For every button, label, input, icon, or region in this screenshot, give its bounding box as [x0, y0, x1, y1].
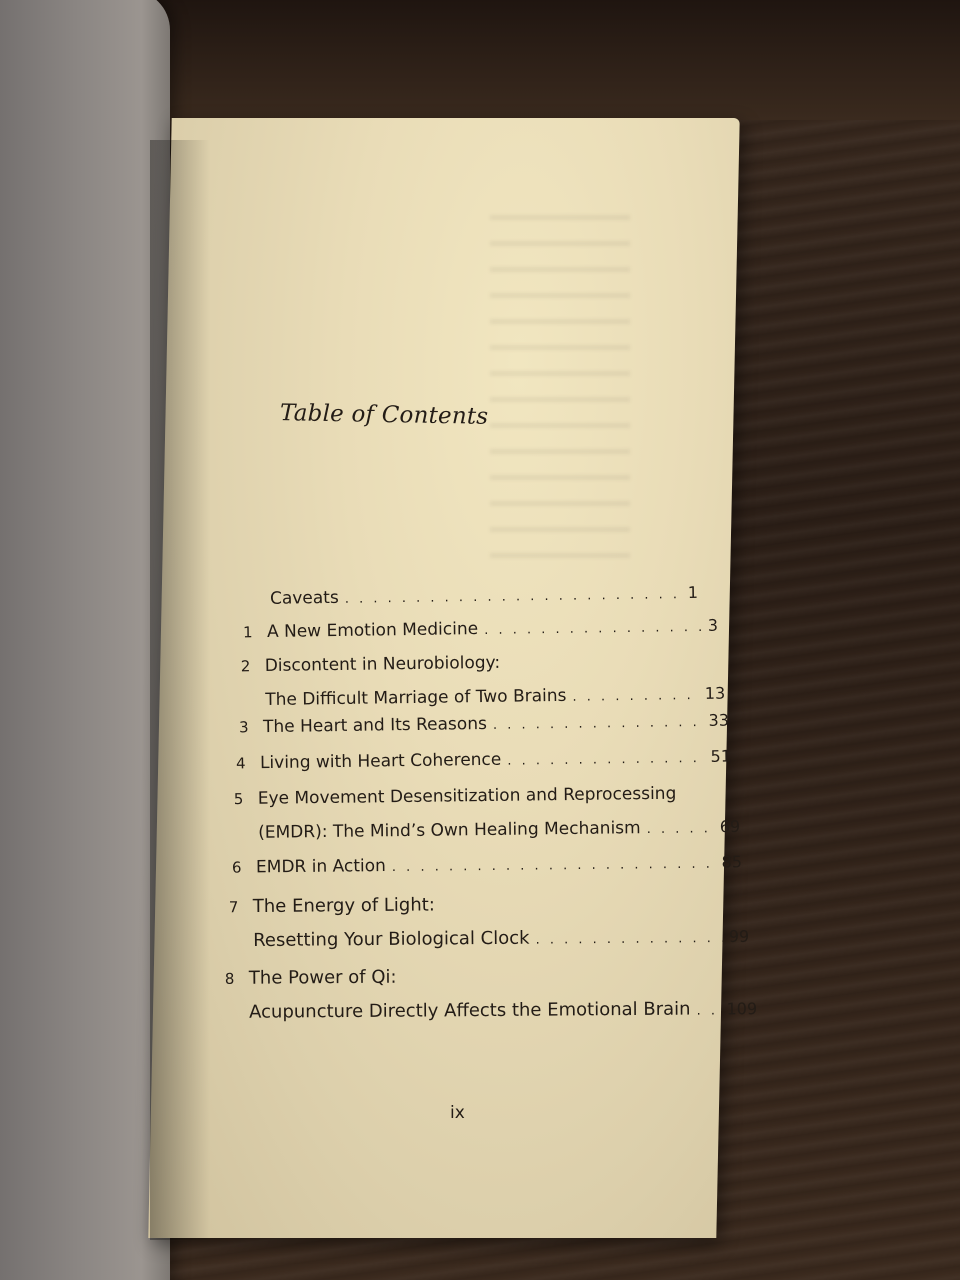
entry-title-line-2: (EMDR): The Mind’s Own Healing Mechanism — [258, 818, 641, 843]
dot-leader — [507, 742, 705, 778]
entry-number: 1 — [242, 623, 253, 642]
entry-title: Caveats — [269, 587, 339, 609]
entry-title-line-2: The Difficult Marriage of Two Brains — [265, 685, 567, 711]
entry-title-line-1: The Energy of Light: — [252, 894, 435, 918]
entry-page-number: 85 — [721, 852, 743, 872]
entry-number: 6 — [231, 858, 242, 877]
entry-page-number: 13 — [704, 683, 726, 703]
toc-entry-8 — [225, 958, 757, 1031]
dot-leader — [696, 994, 720, 1027]
dot-leader — [392, 848, 716, 884]
entry-title-line-1: Eye Movement Desensitization and Reprocessing — [257, 783, 677, 809]
entry-title: EMDR in Action — [255, 856, 386, 878]
entry-page-number: 1 — [687, 582, 699, 602]
entry-number: 3 — [238, 718, 249, 737]
dot-leader — [535, 922, 723, 957]
page-folio: ix — [450, 1103, 465, 1123]
entry-title: The Heart and Its Reasons — [262, 713, 488, 738]
entry-number: 2 — [240, 657, 251, 676]
entry-number: 4 — [235, 754, 246, 773]
entry-page-number: 51 — [710, 746, 732, 766]
entry-page-number: 69 — [719, 816, 741, 837]
entry-page-number: 3 — [707, 615, 719, 635]
entry-number: 5 — [233, 789, 244, 809]
entry-title-line-2: Acupuncture Directly Affects the Emotional Brain — [249, 998, 691, 1023]
entry-number: 8 — [224, 969, 235, 988]
toc-entry-5 — [234, 777, 741, 851]
entry-title-line-1: The Power of Qi: — [248, 966, 397, 989]
toc-title: Table of Contents — [279, 400, 489, 430]
dot-leader — [493, 706, 703, 742]
toc-entry-7 — [229, 886, 750, 960]
toc-entry-3 — [239, 704, 729, 746]
entry-title-line-2: Resetting Your Biological Clock — [253, 927, 530, 952]
dot-leader — [646, 812, 714, 846]
entry-title: A New Emotion Medicine — [266, 619, 479, 642]
entry-title-line-1: Discontent in Neurobiology: — [264, 652, 501, 677]
entry-page-number: 33 — [708, 710, 730, 730]
toc-entry-6 — [232, 845, 742, 885]
entry-page-number: 109 — [726, 999, 758, 1019]
entry-title: Living with Heart Coherence — [259, 749, 502, 774]
entry-number: 7 — [228, 898, 239, 917]
toc-entry-4 — [236, 740, 731, 782]
entry-page-number: 99 — [728, 926, 750, 946]
dot-leader — [484, 611, 702, 647]
